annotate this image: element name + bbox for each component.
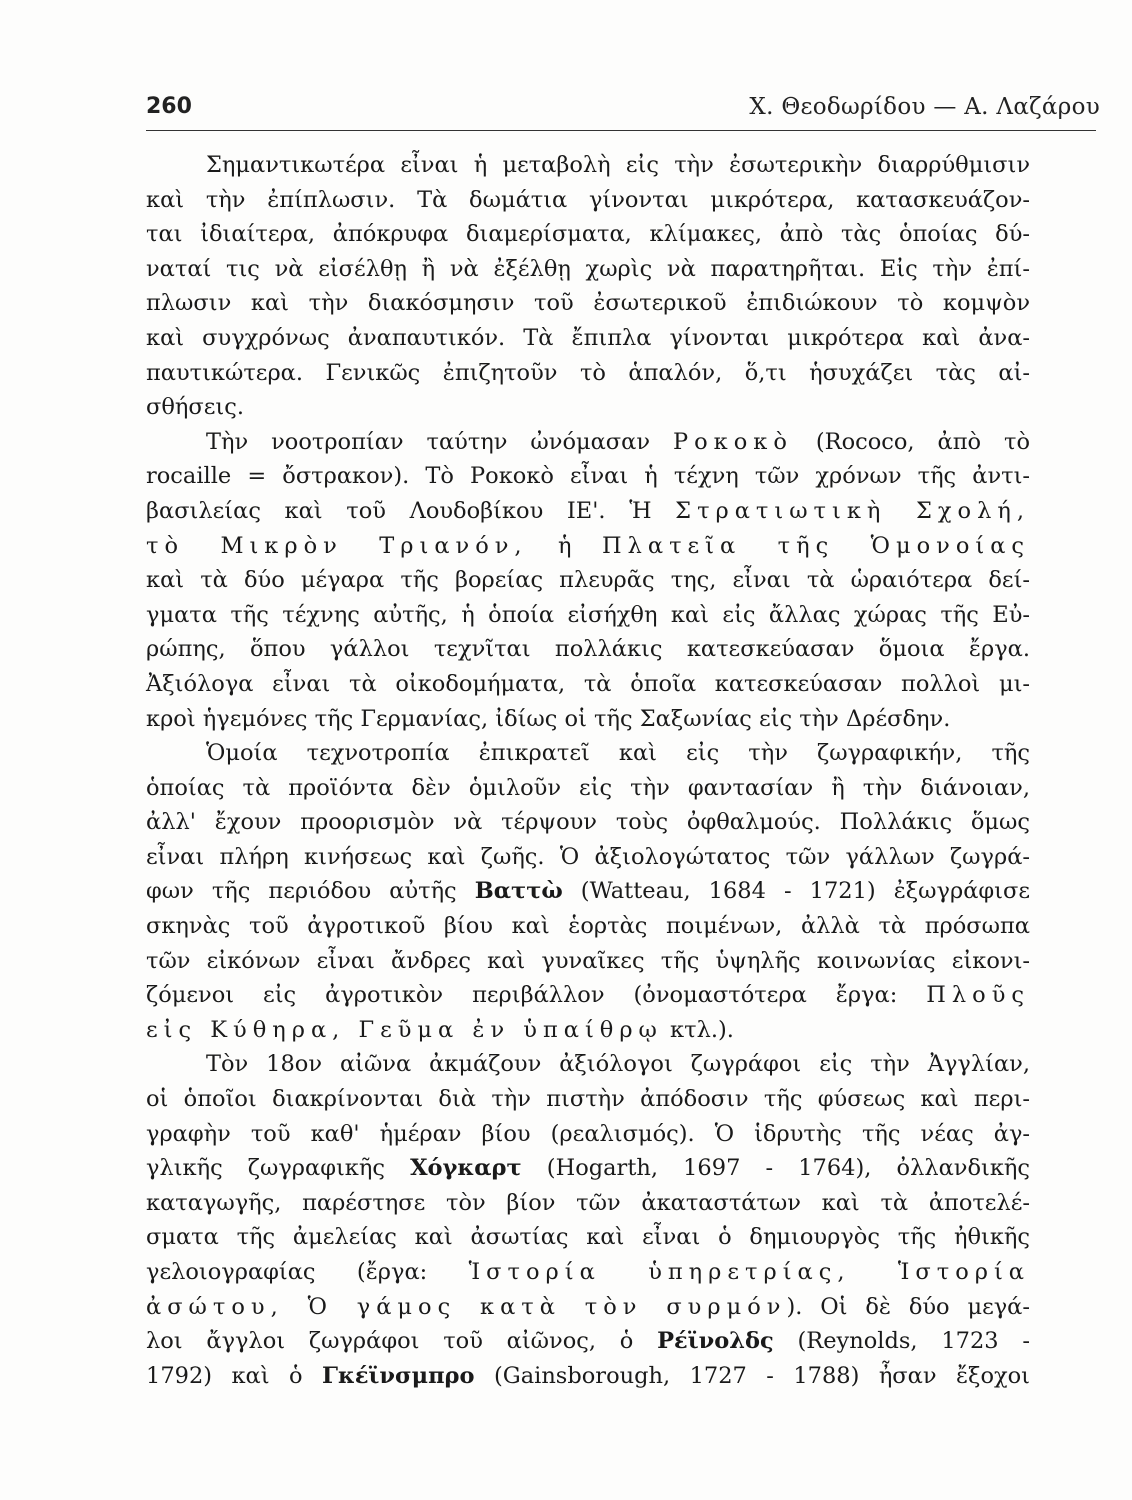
text-line: rocaille = ὄστρακον). Τὸ Ροκοκὸ εἶναι ἡ τέχνη τῶν χρόνων τῆς ἀντι- [146,463,1030,490]
spaced-title: Ἱστορία ὑπηρετρίας, Ἱστορία [468,1259,1030,1285]
page-number: 260 [146,94,192,119]
text-line: ναταί τις νὰ εἰσέλθῃ ἢ νὰ ἐξέλθῃ χωρὶς νὰ παρατηρῆται. Εἰς τὴν ἐπί- [146,255,1030,282]
text-line: σματα τῆς ἀμελείας καὶ ἀσωτίας καὶ εἶναι ὁ δημιουργὸς τῆς ἠθικῆς [146,1224,1030,1251]
text-run: 1792) καὶ ὁ [146,1362,322,1389]
bold-name: Ρέϊνολδς [657,1328,774,1355]
spaced-title: Ροκοκὸ [673,428,793,455]
text-run: (Watteau, 1684 - 1721) ἐξωγράφισε [562,878,1030,905]
text-line: τῶν εἰκόνων εἶναι ἄνδρες καὶ γυναῖκες τῆς ὑψηλῆς κοινωνίας εἰκονι- [146,947,1030,974]
text-line: εἶναι πλήρη κινήσεως καὶ ζωῆς. Ὁ ἀξιολογώτατος τῶν γάλλων ζωγρά- [146,843,1030,870]
text-run: (Gainsborough, 1727 - 1788) ἦσαν ἔξοχοι [474,1362,1030,1389]
text-line [146,1324,1030,1359]
text-line: Τὸν 18ον αἰῶνα ἀκμάζουν ἀξιόλογοι ζωγράφοι εἰς τὴν Ἀγγλίαν, [206,1051,1030,1078]
spaced-title: τὸ Μικρὸν Τριανόν, [146,532,528,559]
text-run: βασιλείας καὶ τοῦ Λουδοβίκου ΙΕ'. Ἡ [146,497,676,524]
running-head: Χ. Θεοδωρίδου — Α. Λαζάρου [749,94,1100,120]
text-line: καὶ τὰ δύο μέγαρα τῆς βορείας πλευρᾶς της, εἶναι τὰ ὡραιότερα δεί- [146,567,1030,594]
text-line [146,1255,1030,1290]
header-rule [146,130,1096,131]
text-line [146,425,1030,460]
text-line: πλωσιν καὶ τὴν διακόσμησιν τοῦ ἐσωτερικοῦ ἐπιδιώκουν τὸ κομψὸν [146,290,1030,317]
text-line: γματα τῆς τέχνης αὐτῆς, ἡ ὁποία εἰσήχθη καὶ εἰς ἄλλας χώρας τῆς Εὐ- [146,601,1030,628]
spaced-title: Στρατιωτικὴ Σχολή, [675,497,1030,524]
text-line: σκηνὰς τοῦ ἀγροτικοῦ βίου καὶ ἑορτὰς ποιμένων, ἀλλὰ τὰ πρόσωπα [146,913,1030,940]
text-run: κτλ.). [662,1016,734,1043]
text-line: καὶ τὴν ἐπίπλωσιν. Τὰ δωμάτια γίνονται μικρότερα, κατασκευάζον- [146,186,1030,213]
text-line: ὁποίας τὰ προϊόντα δὲν ὁμιλοῦν εἰς τὴν φαντασίαν ἢ τὴν διάνοιαν, [146,774,1030,801]
bold-name: Βαττὼ [474,878,563,905]
body-text [146,148,1030,1393]
bold-name: Γκέϊνσμπρο [322,1362,475,1389]
text-line: ρώπης, ὅπου γάλλοι τεχνῖται πολλάκις κατεσκεύασαν ὅμοια ἔργα. [146,636,1030,663]
page-header [146,94,1100,134]
spaced-title: Πλοῦς [926,982,1030,1009]
bold-name: Χόγκαρτ [410,1155,522,1182]
text-line: οἱ ὁποῖοι διακρίνονται διὰ τὴν πιστὴν ἀπόδοσιν τῆς φύσεως καὶ περι- [146,1086,1030,1113]
spaced-title: ἀσώτου, Ὁ γάμος κατὰ τὸν συρμόν [146,1293,787,1320]
text-line: γραφὴν τοῦ καθ' ἡμέραν βίου (ρεαλισμός). Ὁ ἱδρυτὴς τῆς νέας ἀγ- [146,1120,1030,1147]
text-line: κροὶ ἡγεμόνες τῆς Γερμανίας, ἰδίως οἱ τῆς Σαξωνίας εἰς τὴν Δρέσδην. [146,705,951,732]
text-line: παυτικώτερα. Γενικῶς ἐπιζητοῦν τὸ ἁπαλόν, ὅ,τι ἡσυχάζει τὰς αἰ- [146,359,1030,386]
text-run: γελοιογραφίας (ἔργα: [146,1259,469,1285]
text-line [146,1013,1030,1048]
spaced-title: Πλατεῖα τῆς Ὁμονοίας [602,532,1030,559]
text-run: (Hogarth, 1697 - 1764), ὀλλανδικῆς [521,1155,1030,1182]
text-line: ται ἰδιαίτερα, ἀπόκρυφα διαμερίσματα, κλίμακες, ἀπὸ τὰς ὁποίας δύ- [146,221,1030,248]
text-line: Ἀξιόλογα εἶναι τὰ οἰκοδομήματα, τὰ ὁποῖα κατεσκεύασαν πολλοὶ μι- [146,670,1030,697]
text-run: ἡ [527,532,602,559]
text-run: (Rococo, ἀπὸ τὸ [792,428,1030,455]
text-line: Σημαντικωτέρα εἶναι ἡ μεταβολὴ εἰς τὴν ἐσωτερικὴν διαρρύθμισιν [206,152,1030,178]
text-run: ). Οἱ δὲ δύο μεγά- [786,1293,1030,1320]
text-line: καὶ συγχρόνως ἀναπαυτικόν. Τὰ ἔπιπλα γίνονται μικρότερα καὶ ἀνα- [146,324,1030,351]
text-run: Τὴν νοοτροπίαν ταύτην ὠνόμασαν [206,428,673,455]
text-line [146,529,1030,564]
text-line: σθήσεις. [146,394,244,421]
text-run: λοι ἄγγλοι ζωγράφοι τοῦ αἰῶνος, ὁ [146,1328,658,1355]
text-line: ἀλλ' ἔχουν προορισμὸν νὰ τέρψουν τοὺς ὀφθαλμούς. Πολλάκις ὅμως [146,809,1030,836]
spaced-title: εἰς Κύθηρα, Γεῦμα ἐν ὑπαίθρῳ [146,1016,663,1043]
text-line [146,874,1030,909]
text-line [146,494,1030,529]
text-run: φων τῆς περιόδου αὐτῆς [146,878,475,905]
text-line: καταγωγῆς, παρέστησε τὸν βίον τῶν ἀκαταστάτων καὶ τὰ ἀποτελέ- [146,1189,1030,1216]
text-line [146,1151,1030,1186]
text-line [146,1359,1030,1394]
text-run: ζόμενοι εἰς ἀγροτικὸν περιβάλλον (ὀνομαστότερα ἔργα: [146,982,927,1009]
text-run: (Reynolds, 1723 - [773,1328,1030,1355]
text-run: γλικῆς ζωγραφικῆς [146,1155,411,1182]
text-line [146,1290,1030,1325]
text-line [146,978,1030,1013]
text-line: Ὁμοία τεχνοτροπία ἐπικρατεῖ καὶ εἰς τὴν ζωγραφικήν, τῆς [206,740,1030,767]
